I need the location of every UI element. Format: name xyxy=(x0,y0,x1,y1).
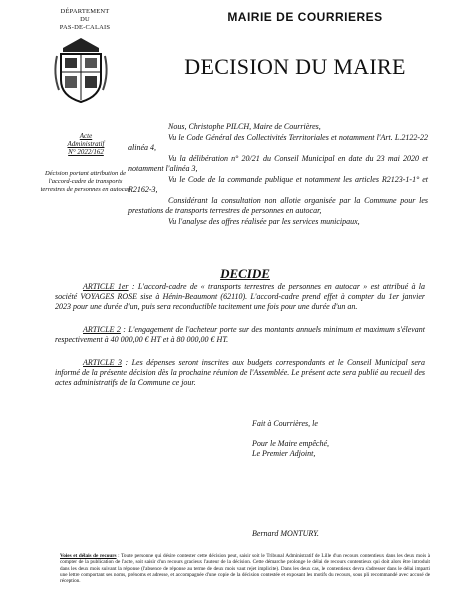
act-label-1: Acte xyxy=(79,132,93,140)
coat-of-arms-icon xyxy=(51,34,111,104)
article-label: ARTICLE 1er xyxy=(83,282,129,291)
article-3 xyxy=(55,358,425,388)
decision-subject: Décision portant attribution de l'accord-cadre de transports terrestres de personnes en autocar xyxy=(40,170,131,193)
article-1 xyxy=(55,282,425,312)
appeal-text: : Toute personne qui désire contester cette décision peut, saisir soit le Tribunal Administratif de Lille d'un recours contentieux dans les deux mois à compter de la publication de l'acte, soit saisir d'un recours gracieux l'auteur de la décision. Cette démarche prolonge le délai de recours contentieux qui doit alors être introduit dans les deux mois suivant la réponse (l'absence de réponse au terme de deux mois vaut rejet implicite). Dans les deux cas, le contentieux devra s'adresser dans le délai imparti une lettre comportant ses noms, prénoms et adresse, et accompagnée d'une copie de la décision contestée et exposant les motifs du recours, sous pli recommandé avec accusé de réception. xyxy=(60,553,430,585)
department-line-3: PAS-DE-CALAIS xyxy=(59,24,111,31)
preamble-line: Vu la délibération n° 20/21 du Conseil Municipal en date du 23 mai 2020 et notamment l'alinéa 3, xyxy=(128,154,428,173)
appeal-notice xyxy=(60,553,430,584)
town-hall-name: MAIRIE DE COURRIERES xyxy=(227,10,383,24)
article-text: : L'accord-cadre de « transports terrestres de personnes en autocar » est attribué à la société VOYAGES ROSE sise à Hénin-Beaumont (62110). L'accord-cadre prend effet à compter du 1er janvier 2023 pour une durée d'un, puis sera reconductible tacitement une fois pour une durée d'un an. xyxy=(55,282,425,311)
preamble-line: Considérant la consultation non allotie organisée par la Commune pour les prestations de transports terrestres de personnes en autocar, xyxy=(128,196,428,215)
department-line-2: DU xyxy=(80,16,90,23)
article-text: : L'engagement de l'acheteur porte sur des montants annuels minimum et maximum s'élevant respectivement à 40 000,00 € HT et à 80 000,00 € HT. xyxy=(55,325,426,344)
signatory-name: Bernard MONTURY. xyxy=(252,529,319,538)
act-label-2: Administratif xyxy=(67,140,105,148)
preamble-line: Vu l'analyse des offres réalisée par les services municipaux, xyxy=(168,217,360,226)
article-2 xyxy=(55,325,425,345)
signature-place: Fait à Courrières, le xyxy=(252,419,318,428)
appeal-label: Voies et délais de recours xyxy=(60,553,117,559)
act-number: N° 2022/162 xyxy=(68,148,104,156)
article-label: ARTICLE 2 xyxy=(83,325,121,334)
department-header xyxy=(40,8,130,32)
articles xyxy=(55,282,425,401)
page-title: DECISION DU MAIRE xyxy=(184,54,406,79)
article-label: ARTICLE 3 xyxy=(83,358,123,367)
signature-role: Le Premier Adjoint, xyxy=(252,449,316,458)
signature-for-mayor: Pour le Maire empêché, xyxy=(252,439,330,448)
department-line-1: DÉPARTEMENT xyxy=(60,8,110,15)
decide-heading: DECIDE xyxy=(220,266,270,281)
article-text: : Les dépenses seront inscrites aux budgets correspondants et le Conseil Municipal sera informé de la présente décision dès la prochaine réunion de l'Assemblée. Le présent acte sera publié au recueil des actes administratifs de la Commune ce jour. xyxy=(55,358,425,387)
preamble xyxy=(128,122,428,228)
preamble-line: Nous, Christophe PILCH, Maire de Courrières, xyxy=(168,122,321,131)
preamble-line: Vu le Code Général des Collectivités Territoriales et notamment l'Art. L.2122-22 alinéa 4, xyxy=(128,133,428,152)
preamble-line: Vu le Code de la commande publique et notamment les articles R2123-1-1° et R2162-3, xyxy=(128,175,428,194)
act-reference xyxy=(40,132,132,156)
signature-block xyxy=(252,419,432,459)
